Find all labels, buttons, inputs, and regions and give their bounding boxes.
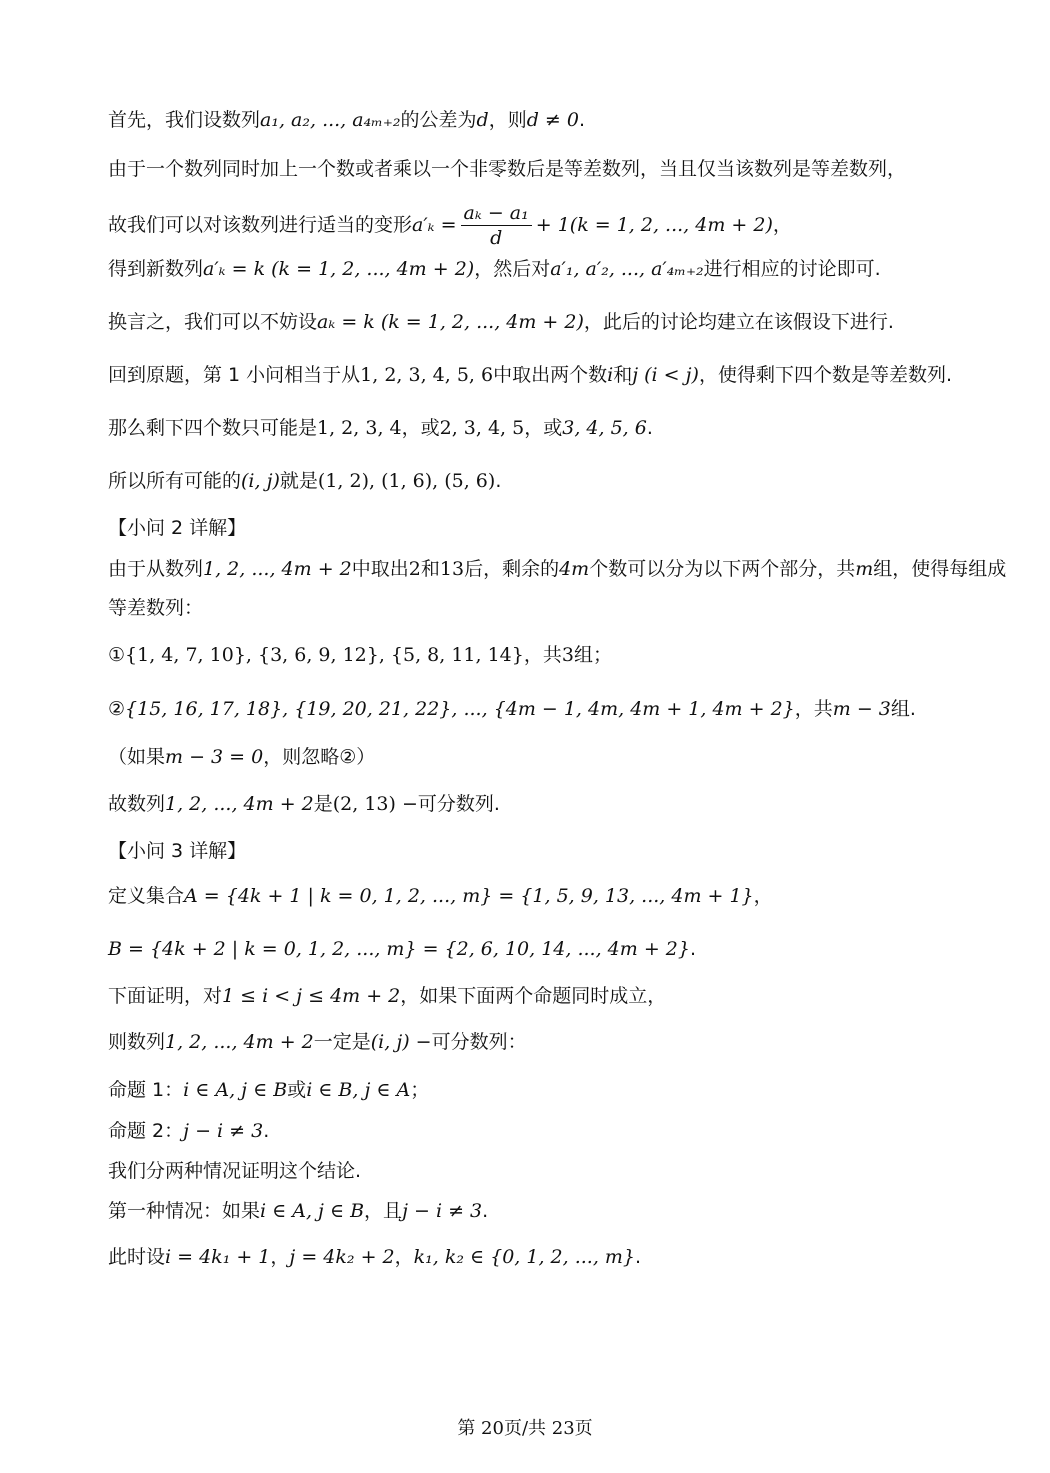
text-line: 我们分两种情况证明这个结论.: [108, 1160, 362, 1182]
text-line: 所以所有可能的(i, j)就是(1, 2), (1, 6), (5, 6).: [108, 470, 502, 492]
text-line: 命题 2：j − i ≠ 3.: [108, 1120, 270, 1142]
text-line: （如果m − 3 = 0，则忽略②）: [108, 746, 376, 768]
fraction: $\frac{\text{aₖ − a₁}}{d}$: [461, 201, 532, 250]
text-line: 得到新数列a′ₖ = k (k = 1, 2, ..., 4m + 2)，然后对a′₁, a′₂, ..., a′₄ₘ₊₂进行相应的讨论即可.: [108, 258, 881, 280]
text-line: 故我们可以对该数列进行适当的变形a′ₖ = $\frac{\text{aₖ − a₁}}{d}$ + 1(k = 1, 2, ..., 4m + 2)，: [108, 202, 792, 249]
text-line: 第一种情况：如果i ∈ A, j ∈ B，且j − i ≠ 3.: [108, 1200, 489, 1222]
text-line: ①{1, 4, 7, 10}, {3, 6, 9, 12}, {5, 8, 11, 14}，共3组；: [108, 644, 612, 666]
section-heading: 【小问 2 详解】: [108, 517, 247, 539]
text-line: 则数列1, 2, ..., 4m + 2一定是(i, j) −可分数列：: [108, 1031, 527, 1053]
text-line: 那么剩下四个数只可能是1, 2, 3, 4，或2, 3, 4, 5，或3, 4, 5, 6.: [108, 417, 653, 439]
text-line: 等差数列：: [108, 597, 204, 619]
text-line: B = {4k + 2 | k = 0, 1, 2, ..., m} = {2, 6, 10, 14, ..., 4m + 2}.: [108, 938, 696, 960]
text-line: 命题 1：i ∈ A, j ∈ B或i ∈ B, j ∈ A；: [108, 1079, 430, 1101]
text-line: 由于从数列1, 2, ..., 4m + 2中取出2和13后，剩余的4m个数可以分为以下两个部分，共m组，使得每组成: [108, 558, 1007, 580]
text-line: 首先，我们设数列a₁, a₂, ..., a₄ₘ₊₂的公差为d，则d ≠ 0.: [108, 109, 586, 131]
text-line: 此时设i = 4k₁ + 1，j = 4k₂ + 2，k₁, k₂ ∈ {0, 1, 2, ..., m}.: [108, 1246, 642, 1268]
page-footer: 第 20页/共 23页: [457, 1418, 593, 1439]
text-line: 换言之，我们可以不妨设aₖ = k (k = 1, 2, ..., 4m + 2)，此后的讨论均建立在该假设下进行.: [108, 311, 894, 333]
text-line: ②{15, 16, 17, 18}, {19, 20, 21, 22}, ..., {4m − 1, 4m, 4m + 1, 4m + 2}，共m − 3组.: [108, 698, 916, 720]
text-line: 由于一个数列同时加上一个数或者乘以一个非零数后是等差数列，当且仅当该数列是等差数列，: [108, 158, 907, 180]
text-line: 故数列1, 2, ..., 4m + 2是(2, 13) −可分数列.: [108, 793, 500, 815]
section-heading: 【小问 3 详解】: [108, 840, 247, 862]
text-line: 下面证明，对1 ≤ i < j ≤ 4m + 2，如果下面两个命题同时成立，: [108, 985, 667, 1007]
text-line: 回到原题，第 1 小问相当于从1, 2, 3, 4, 5, 6中取出两个数i和j (i < j)，使得剩下四个数是等差数列.: [108, 364, 952, 386]
text-line: 定义集合A = {4k + 1 | k = 0, 1, 2, ..., m} = {1, 5, 9, 13, ..., 4m + 1}，: [108, 885, 773, 907]
